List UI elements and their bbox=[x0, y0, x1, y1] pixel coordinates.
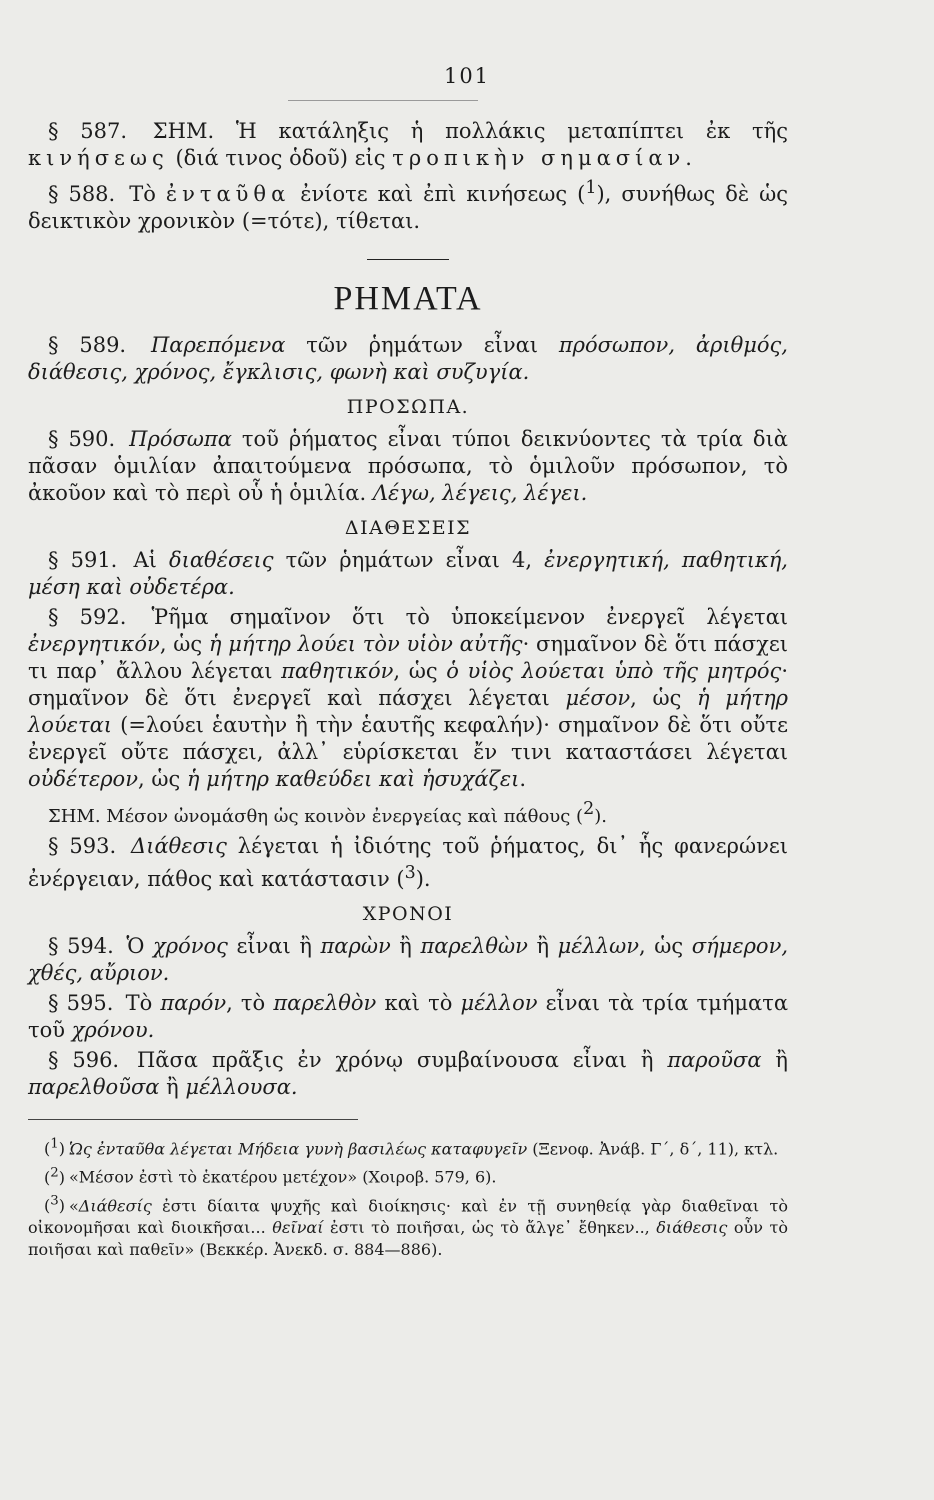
footnote-rule bbox=[28, 1119, 358, 1120]
text-run: Πρόσωπα bbox=[129, 427, 232, 451]
text-run: παρόν bbox=[160, 991, 227, 1015]
section-number: § 590. bbox=[48, 427, 116, 451]
chapter-title: ΡΗΜΑΤΑ bbox=[333, 280, 483, 317]
text-run: παρὼν bbox=[320, 934, 391, 958]
text-run: Διάθεσις bbox=[131, 834, 227, 858]
text-run: . bbox=[519, 767, 527, 791]
text-run: καὶ τὸ bbox=[376, 991, 461, 1015]
text-run: , ὡς bbox=[393, 659, 447, 683]
text-run: Παρεπόμενα bbox=[150, 333, 286, 357]
paragraph bbox=[28, 1047, 788, 1101]
text-run: παθητικόν bbox=[281, 659, 394, 683]
paragraph bbox=[28, 604, 788, 793]
footnote-ref[interactable]: 2 bbox=[583, 799, 595, 819]
footnote-marker: ($^1$) bbox=[44, 1137, 65, 1159]
text-run: Αἱ bbox=[133, 548, 169, 572]
section-heading: ΠΡΟΣΩΠΑ. bbox=[346, 396, 470, 418]
text-run: (=λούει ἑαυτὴν ἢ τὴν ἑαυτῆς κεφαλήν)· σημαῖνον δὲ ὅτι οὔτε ἐνεργεῖ οὔτε πάσχει, ἀλλ᾽ εὑρίσκεται ἔν τινι καταστάσει λέγεται bbox=[28, 713, 788, 764]
text-run: ), συνήθως δὲ ὡς δεικτικὸν χρονικὸν (=τότε), τίθεται. bbox=[28, 182, 789, 233]
text-run: Διάθεσίς bbox=[78, 1195, 152, 1215]
text-run: ). bbox=[415, 867, 431, 891]
text-run: ἢ bbox=[527, 934, 558, 958]
text-run: ἡ μήτηρ καθεύδει καὶ ἡσυχάζει bbox=[186, 767, 520, 791]
text-run: ἡ μήτηρ λούει τὸν υἱὸν αὐτῆς bbox=[208, 632, 523, 656]
text-run: τροπικὴν σημασίαν bbox=[392, 146, 686, 170]
text-run: τῶν ῥημάτων εἶναι bbox=[285, 333, 559, 357]
footnote-marker-number: 1 bbox=[50, 1137, 59, 1152]
text-run: ἐνίοτε καὶ ἐπὶ κινήσεως ( bbox=[290, 182, 586, 206]
text-run: παροῦσα bbox=[667, 1048, 762, 1072]
text-run: μέλλουσα. bbox=[185, 1075, 298, 1099]
text-run: Τὸ bbox=[129, 182, 166, 206]
text-run: μέσον bbox=[565, 686, 631, 710]
text-run: Ῥῆμα σημαῖνον ὅτι τὸ ὑποκείμενον ἐνεργεῖ λέγεται bbox=[151, 605, 788, 629]
text-run: ἢ bbox=[159, 1075, 186, 1099]
text-run: , ὡς bbox=[630, 686, 697, 710]
paragraph bbox=[28, 332, 788, 386]
footnote bbox=[28, 1162, 788, 1188]
text-run: τῶν ῥημάτων εἶναι 4, bbox=[273, 548, 545, 572]
text-run: Πᾶσα πρᾶξις ἐν χρόνῳ συμβαίνουσα εἶναι ἢ bbox=[136, 1048, 668, 1072]
text-run: (διά τινος ὁδοῦ) εἰς bbox=[168, 146, 393, 170]
text-run: Τὸ bbox=[125, 991, 161, 1015]
text-run: (Ξενοφ. Ἀνάβ. Γ΄, δ΄, 11), κτλ. bbox=[527, 1139, 779, 1159]
text-run: , ὡς bbox=[137, 767, 187, 791]
text-run: ἢ bbox=[390, 934, 421, 958]
text-run: οὖν τὸ ποιῆσαι καὶ παθεῖν» (Βεκκέρ. Ἀνεκδ. σ. 884—886). bbox=[28, 1217, 789, 1259]
text-run: , τὸ bbox=[226, 991, 274, 1015]
text-run: ἐνεργητική, παθητική, μέση καὶ οὐδετέρα. bbox=[28, 548, 788, 599]
text-run: ἡ μήτηρ λούεται bbox=[28, 686, 788, 737]
header-rule bbox=[288, 100, 478, 101]
section-heading: ΧΡΟΝΟΙ bbox=[362, 903, 454, 925]
section-number: § 593. bbox=[48, 834, 117, 858]
text-run: . bbox=[685, 146, 692, 170]
footnote-marker-number: 3 bbox=[50, 1193, 59, 1209]
text-run: Ὡς ἐνταῦθα λέγεται Μήδεια γυνὴ βασιλέως καταφυγεῖν bbox=[68, 1139, 528, 1159]
text-run: Λέγω, λέγεις, λέγει. bbox=[372, 481, 588, 505]
footnote-ref[interactable]: 1 bbox=[585, 178, 597, 198]
section-number: § 588. bbox=[48, 182, 116, 206]
text-run: σήμερον, χθές, αὔριον. bbox=[28, 934, 789, 985]
text-run: , ὡς bbox=[639, 934, 692, 958]
text-run: οὐδέτερον bbox=[28, 767, 138, 791]
text-run: διαθέσεις bbox=[168, 548, 274, 572]
text-run: τοῦ ῥήματος εἶναι τύποι δεικνύοντες τὰ τρία διὰ πᾶσαν ὁμιλίαν ἀπαιτούμενα πρόσωπα, τὸ ὁμιλοῦν πρόσωπον, τὸ ἀκοῦον καὶ τὸ περὶ οὗ ἡ ὁμιλία. bbox=[28, 427, 788, 505]
text-run: ἢ bbox=[761, 1048, 789, 1072]
text-run: κινήσεως bbox=[28, 146, 169, 170]
text-run: χρόνος bbox=[153, 934, 228, 958]
text-run: εἶναι ἢ bbox=[227, 934, 321, 958]
text-run: Ὁ bbox=[126, 934, 154, 958]
section-number: § 591. bbox=[48, 548, 118, 572]
text-run: · σημαῖνον δὲ ὅτι ἐνεργεῖ καὶ πάσχει λέγεται bbox=[28, 659, 788, 710]
text-run: ὁ υἱὸς λούεται ὑπὸ τῆς μητρός bbox=[446, 659, 782, 683]
text-run: «Μέσον ἐστὶ τὸ ἑκατέρου μετέχον» (Χοιροβ. 579, 6). bbox=[68, 1167, 497, 1187]
page-number: 101 bbox=[443, 64, 491, 88]
section-number: § 587. bbox=[48, 119, 128, 143]
text-run: μέλλων bbox=[557, 934, 640, 958]
section-heading: ΔΙΑΘΕΣΕΙΣ bbox=[344, 517, 472, 539]
section-number: § 592. bbox=[48, 605, 127, 629]
text-run: ΣΗΜ. Μέσον ὠνομάσθη ὡς κοινὸν ἐνεργείας καὶ πάθους ( bbox=[48, 806, 584, 827]
footnote-marker-number: 2 bbox=[50, 1165, 59, 1181]
section-number: § 596. bbox=[48, 1048, 120, 1072]
section-number: § 594. bbox=[48, 934, 114, 958]
page-body bbox=[28, 118, 788, 1263]
paragraph bbox=[28, 175, 788, 235]
text-run: , ὡς bbox=[159, 632, 209, 656]
footnote bbox=[28, 1191, 788, 1261]
footnote-marker: ($^3$) bbox=[44, 1193, 65, 1215]
paragraph bbox=[28, 796, 788, 830]
text-run: μέλλον bbox=[460, 991, 538, 1015]
paragraph bbox=[28, 547, 788, 601]
text-run: παρελθοῦσα bbox=[28, 1075, 160, 1099]
text-run: διάθεσις bbox=[656, 1217, 728, 1237]
section-rule bbox=[367, 259, 449, 260]
text-run: λέγεται ἡ ἰδιότης τοῦ ῥήματος, δι᾽ ἧς φανερώνει ἐνέργειαν, πάθος καὶ κατάστασιν ( bbox=[28, 834, 788, 891]
text-run: ). bbox=[594, 806, 607, 827]
footnote-ref[interactable]: 3 bbox=[404, 863, 416, 883]
section-number: § 589. bbox=[48, 333, 127, 357]
paragraph bbox=[28, 833, 788, 893]
text-run: ἐνταῦθα bbox=[165, 182, 291, 206]
text-run: ἐστι δίαιτα ψυχῆς καὶ διοίκησις· καὶ ἐν τῇ συνηθείᾳ γὰρ διαθεῖναι τὸ οἰκονομῆσαι καὶ διοικῆσαι... bbox=[28, 1195, 788, 1237]
text-run: εἶναι τὰ τρία τμήματα τοῦ bbox=[28, 991, 789, 1042]
text-run: « bbox=[68, 1195, 79, 1215]
text-run: παρελθὼν bbox=[420, 934, 528, 958]
footnote-marker: ($^2$) bbox=[44, 1165, 65, 1187]
text-run: · σημαῖνον δὲ ὅτι πάσχει τι παρ᾽ ἄλλου λέγεται bbox=[28, 632, 788, 683]
text-run: ΣΗΜ. Ἡ κατάληξις ἡ πολλάκις μεταπίπτει ἐκ τῆς bbox=[152, 119, 788, 143]
paragraph bbox=[28, 426, 788, 507]
footnote bbox=[28, 1134, 788, 1160]
text-run: χρόνου. bbox=[71, 1018, 155, 1042]
paragraph bbox=[28, 990, 788, 1044]
paragraph bbox=[28, 933, 788, 987]
text-run: ἐνεργητικόν bbox=[28, 632, 160, 656]
text-run: ἐστι τὸ ποιῆσαι, ὡς τὸ ἄλγε᾽ ἔθηκεν.., bbox=[323, 1217, 657, 1237]
text-run: θεῖναί bbox=[272, 1217, 324, 1237]
section-number: § 595. bbox=[48, 991, 114, 1015]
text-run: παρελθὸν bbox=[273, 991, 377, 1015]
paragraph bbox=[28, 118, 788, 172]
text-run: πρόσωπον, ἀριθμός, διάθεσις, χρόνος, ἔγκλισις, φωνὴ καὶ συζυγία. bbox=[28, 333, 788, 384]
